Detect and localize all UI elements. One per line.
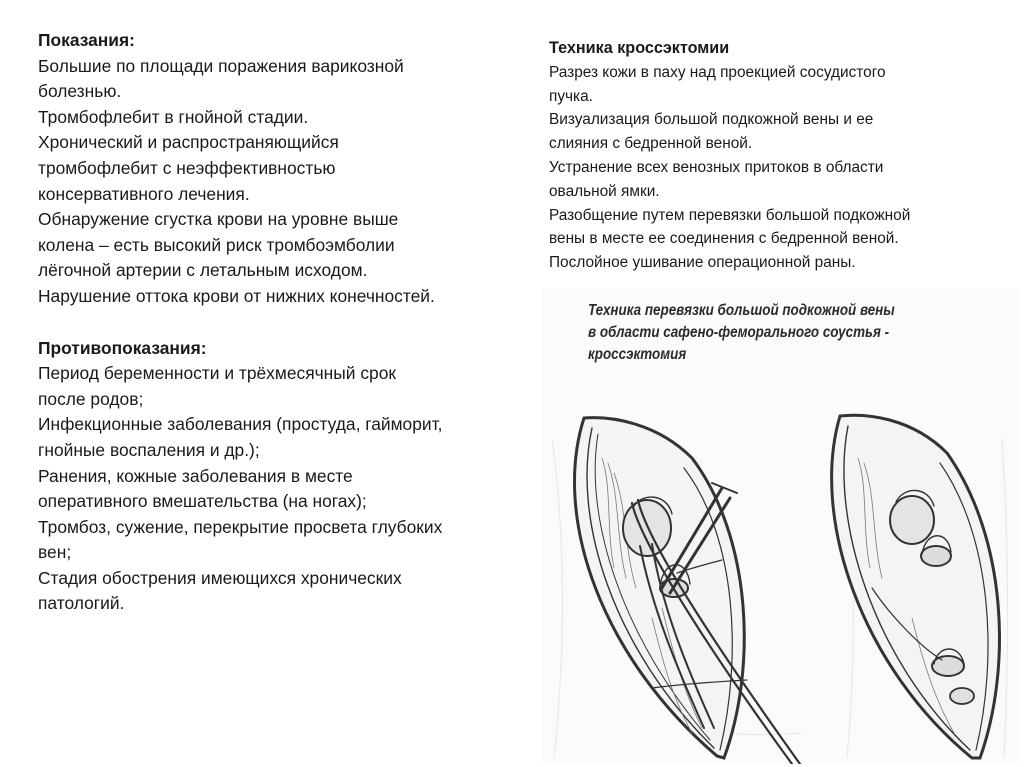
indication-line: Нарушение оттока крови от нижних конечностей. xyxy=(38,285,435,306)
indication-line: лёгочной артерии с летальным исходом. xyxy=(38,260,368,281)
left-column xyxy=(38,28,538,617)
technique-line: Разрез кожи в паху над проекцией сосудистого xyxy=(549,63,886,81)
contraindication-line: Ранения, кожные заболевания в месте xyxy=(38,465,353,486)
indications-heading: Показания: xyxy=(38,30,135,50)
contraindication-line: после родов; xyxy=(38,388,144,409)
contraindication-line: патологий. xyxy=(38,593,125,614)
indication-line: Хронический и распространяющийся xyxy=(38,132,339,153)
indication-line: консервативного лечения. xyxy=(38,183,250,204)
technique-line: вены в месте ее соединения с бедренной веной. xyxy=(549,230,899,248)
technique-line: Визуализация большой подкожной вены и ее xyxy=(549,111,874,129)
figure-caption-line: в области сафено-феморального соустья - xyxy=(588,324,890,341)
contraindication-line: Тромбоз, сужение, перекрытие просвета глубоких xyxy=(38,516,443,537)
contraindications-heading: Противопоказания: xyxy=(38,337,207,358)
surgery-illustration xyxy=(542,288,1020,764)
technique-line: овальной ямки. xyxy=(549,182,660,200)
figure-caption-line: кроссэктомия xyxy=(588,346,687,363)
indication-line: Тромбофлебит в гнойной стадии. xyxy=(38,106,309,127)
right-column xyxy=(549,37,999,275)
technique-heading: Техника кроссэктомии xyxy=(549,39,730,57)
indication-line: Большие по площади поражения варикозной xyxy=(38,55,404,76)
contraindication-line: Инфекционные заболевания (простуда, гайморит, xyxy=(38,414,443,435)
technique-line: Разобщение путем перевязки большой подкожной xyxy=(549,206,911,224)
contraindication-line: Стадия обострения имеющихся хронических xyxy=(38,567,402,588)
technique-line: Послойное ушивание операционной раны. xyxy=(549,254,856,272)
technique-line: пучка. xyxy=(549,87,593,105)
figure-caption xyxy=(588,300,932,366)
indication-line: болезнью. xyxy=(38,81,122,102)
figure-caption-line: Техника перевязки большой подкожной вены xyxy=(588,302,895,319)
technique-line: Устранение всех венозных притоков в области xyxy=(549,158,884,176)
section-spacer xyxy=(38,310,538,336)
contraindication-line: оперативного вмешательства (на ногах); xyxy=(38,491,367,512)
right-incision-drawing xyxy=(832,415,1000,758)
contraindication-line: гнойные воспаления и др.); xyxy=(38,439,260,460)
left-incision-drawing xyxy=(575,418,800,764)
contraindication-line: вен; xyxy=(38,542,72,563)
technique-line: слияния с бедренной веной. xyxy=(549,135,753,153)
contraindication-line: Период беременности и трёхмесячный срок xyxy=(38,363,396,384)
indication-line: колена – есть высокий риск тромбоэмболии xyxy=(38,234,395,255)
indication-line: Обнаружение сгустка крови на уровне выше xyxy=(38,209,399,230)
indication-line: тромбофлебит с неэффективностью xyxy=(38,157,336,178)
